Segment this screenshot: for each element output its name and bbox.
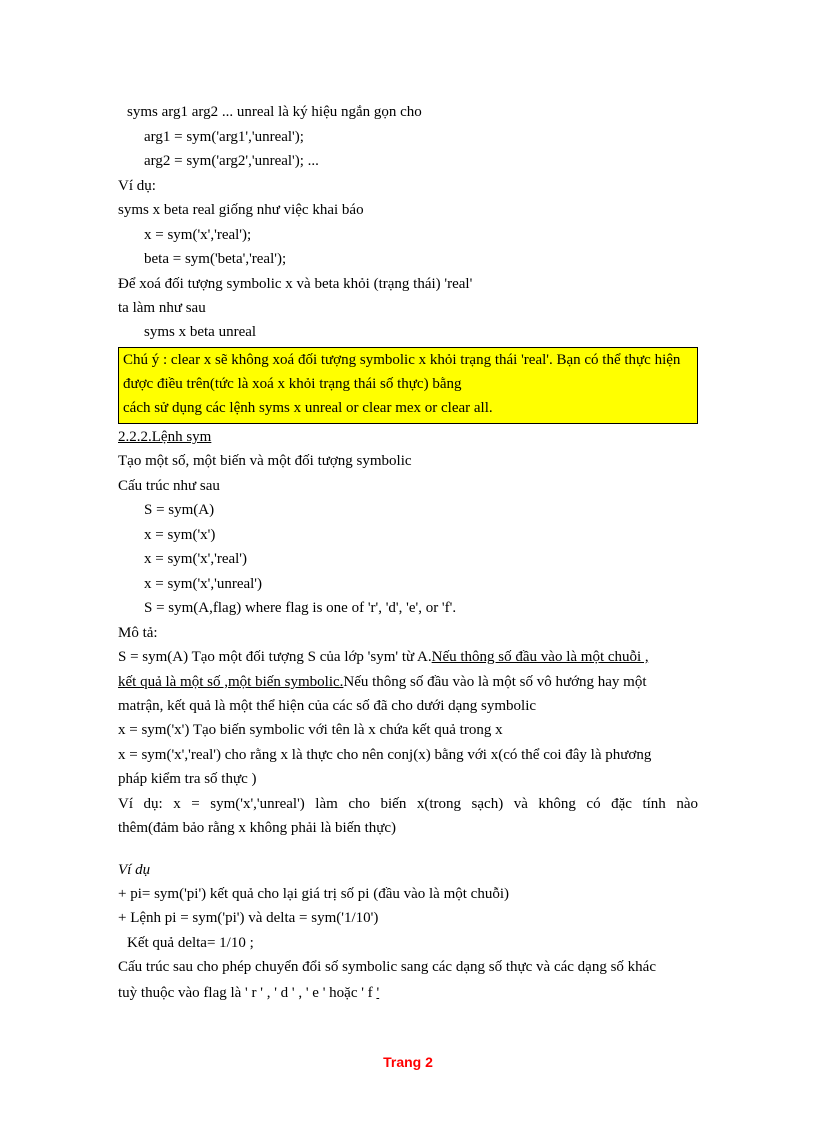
text-line: thêm(đảm bảo rằng x không phải là biến thực) xyxy=(118,820,397,836)
text-line: syms x beta real giống như việc khai báo xyxy=(118,202,364,218)
text-line: Kết quả delta= 1/10 ; xyxy=(127,935,254,951)
highlight-note-box xyxy=(118,347,698,424)
note-line: được điều trên(tức là xoá x khỏi trạng thái số thực) bằng xyxy=(123,376,462,392)
text-line: Cấu trúc sau cho phép chuyển đổi số symbolic sang các dạng số thực và các dạng số khác xyxy=(118,959,656,975)
text-line: pháp kiểm tra số thực ) xyxy=(118,771,257,787)
text-span: S = sym(A) Tạo một đối tượng S của lớp 'sym' từ A. xyxy=(118,649,432,665)
underlined-span: Nếu thông số đầu vào là một chuỗi , xyxy=(431,649,649,665)
example-heading: Ví dụ xyxy=(118,862,151,878)
text-span: Nếu thông số đầu vào là một số vô hướng hay một xyxy=(343,674,647,690)
text-span: tuỳ thuộc vào flag là ' r ' , ' d ' , ' e ' hoặc ' f xyxy=(118,985,377,1001)
note-line: Chú ý : clear x sẽ không xoá đối tượng symbolic x khỏi trạng thái 'real'. Bạn có thể thực hiện xyxy=(123,352,681,368)
code-line: syms x beta unreal xyxy=(144,324,257,340)
text-line: Tạo một số, một biến và một đối tượng symbolic xyxy=(118,453,412,469)
syntax-line: x = sym('x','unreal') xyxy=(144,576,262,592)
text-line: ta làm như sau xyxy=(118,300,206,316)
underlined-span: ' xyxy=(376,985,380,1001)
text-line: Cấu trúc như sau xyxy=(118,478,220,494)
text-line: + Lệnh pi = sym('pi') và delta = sym('1/10') xyxy=(118,910,379,926)
text-line: x = sym('x','real') cho rằng x là thực cho nên conj(x) bằng với x(có thể coi đây là phương xyxy=(118,747,652,763)
code-line: beta = sym('beta','real'); xyxy=(144,251,287,267)
text-line: x = sym('x') Tạo biến symbolic với tên là x chứa kết quả trong x xyxy=(118,722,503,738)
text-line: Mô tả: xyxy=(118,625,158,641)
text-line: Ví dụ: xyxy=(118,178,156,194)
text-line xyxy=(118,672,647,692)
text-line xyxy=(118,647,649,667)
syntax-line: S = sym(A) xyxy=(144,502,215,518)
text-line: Để xoá đối tượng symbolic x và beta khỏi (trạng thái) 'real' xyxy=(118,276,473,292)
text-line: + pi= sym('pi') kết quả cho lại giá trị số pi (đầu vào là một chuỗi) xyxy=(118,886,509,902)
syntax-line: x = sym('x') xyxy=(144,527,216,543)
syntax-line: x = sym('x','real') xyxy=(144,551,247,567)
text-line: Ví dụ: x = sym('x','unreal') làm cho biến x(trong sạch) và không có đặc tính nào xyxy=(118,796,698,812)
section-heading: 2.2.2.Lệnh sym xyxy=(118,429,212,445)
code-line: x = sym('x','real'); xyxy=(144,227,252,243)
code-line: arg2 = sym('arg2','unreal'); ... xyxy=(144,153,319,169)
page-number: Trang 2 xyxy=(383,1054,433,1070)
syntax-line: S = sym(A,flag) where flag is one of 'r', 'd', 'e', or 'f'. xyxy=(144,600,457,616)
text-line: matrận, kết quả là một thể hiện của các số đã cho dưới dạng symbolic xyxy=(118,698,537,714)
underlined-span: kết quả là một số ,một biến symbolic. xyxy=(118,674,344,690)
note-line: cách sử dụng các lệnh syms x unreal or clear mex or clear all. xyxy=(123,400,493,416)
code-line: arg1 = sym('arg1','unreal'); xyxy=(144,129,304,145)
text-line xyxy=(118,983,379,1003)
text-line: syms arg1 arg2 ... unreal là ký hiệu ngắn gọn cho xyxy=(127,104,422,120)
